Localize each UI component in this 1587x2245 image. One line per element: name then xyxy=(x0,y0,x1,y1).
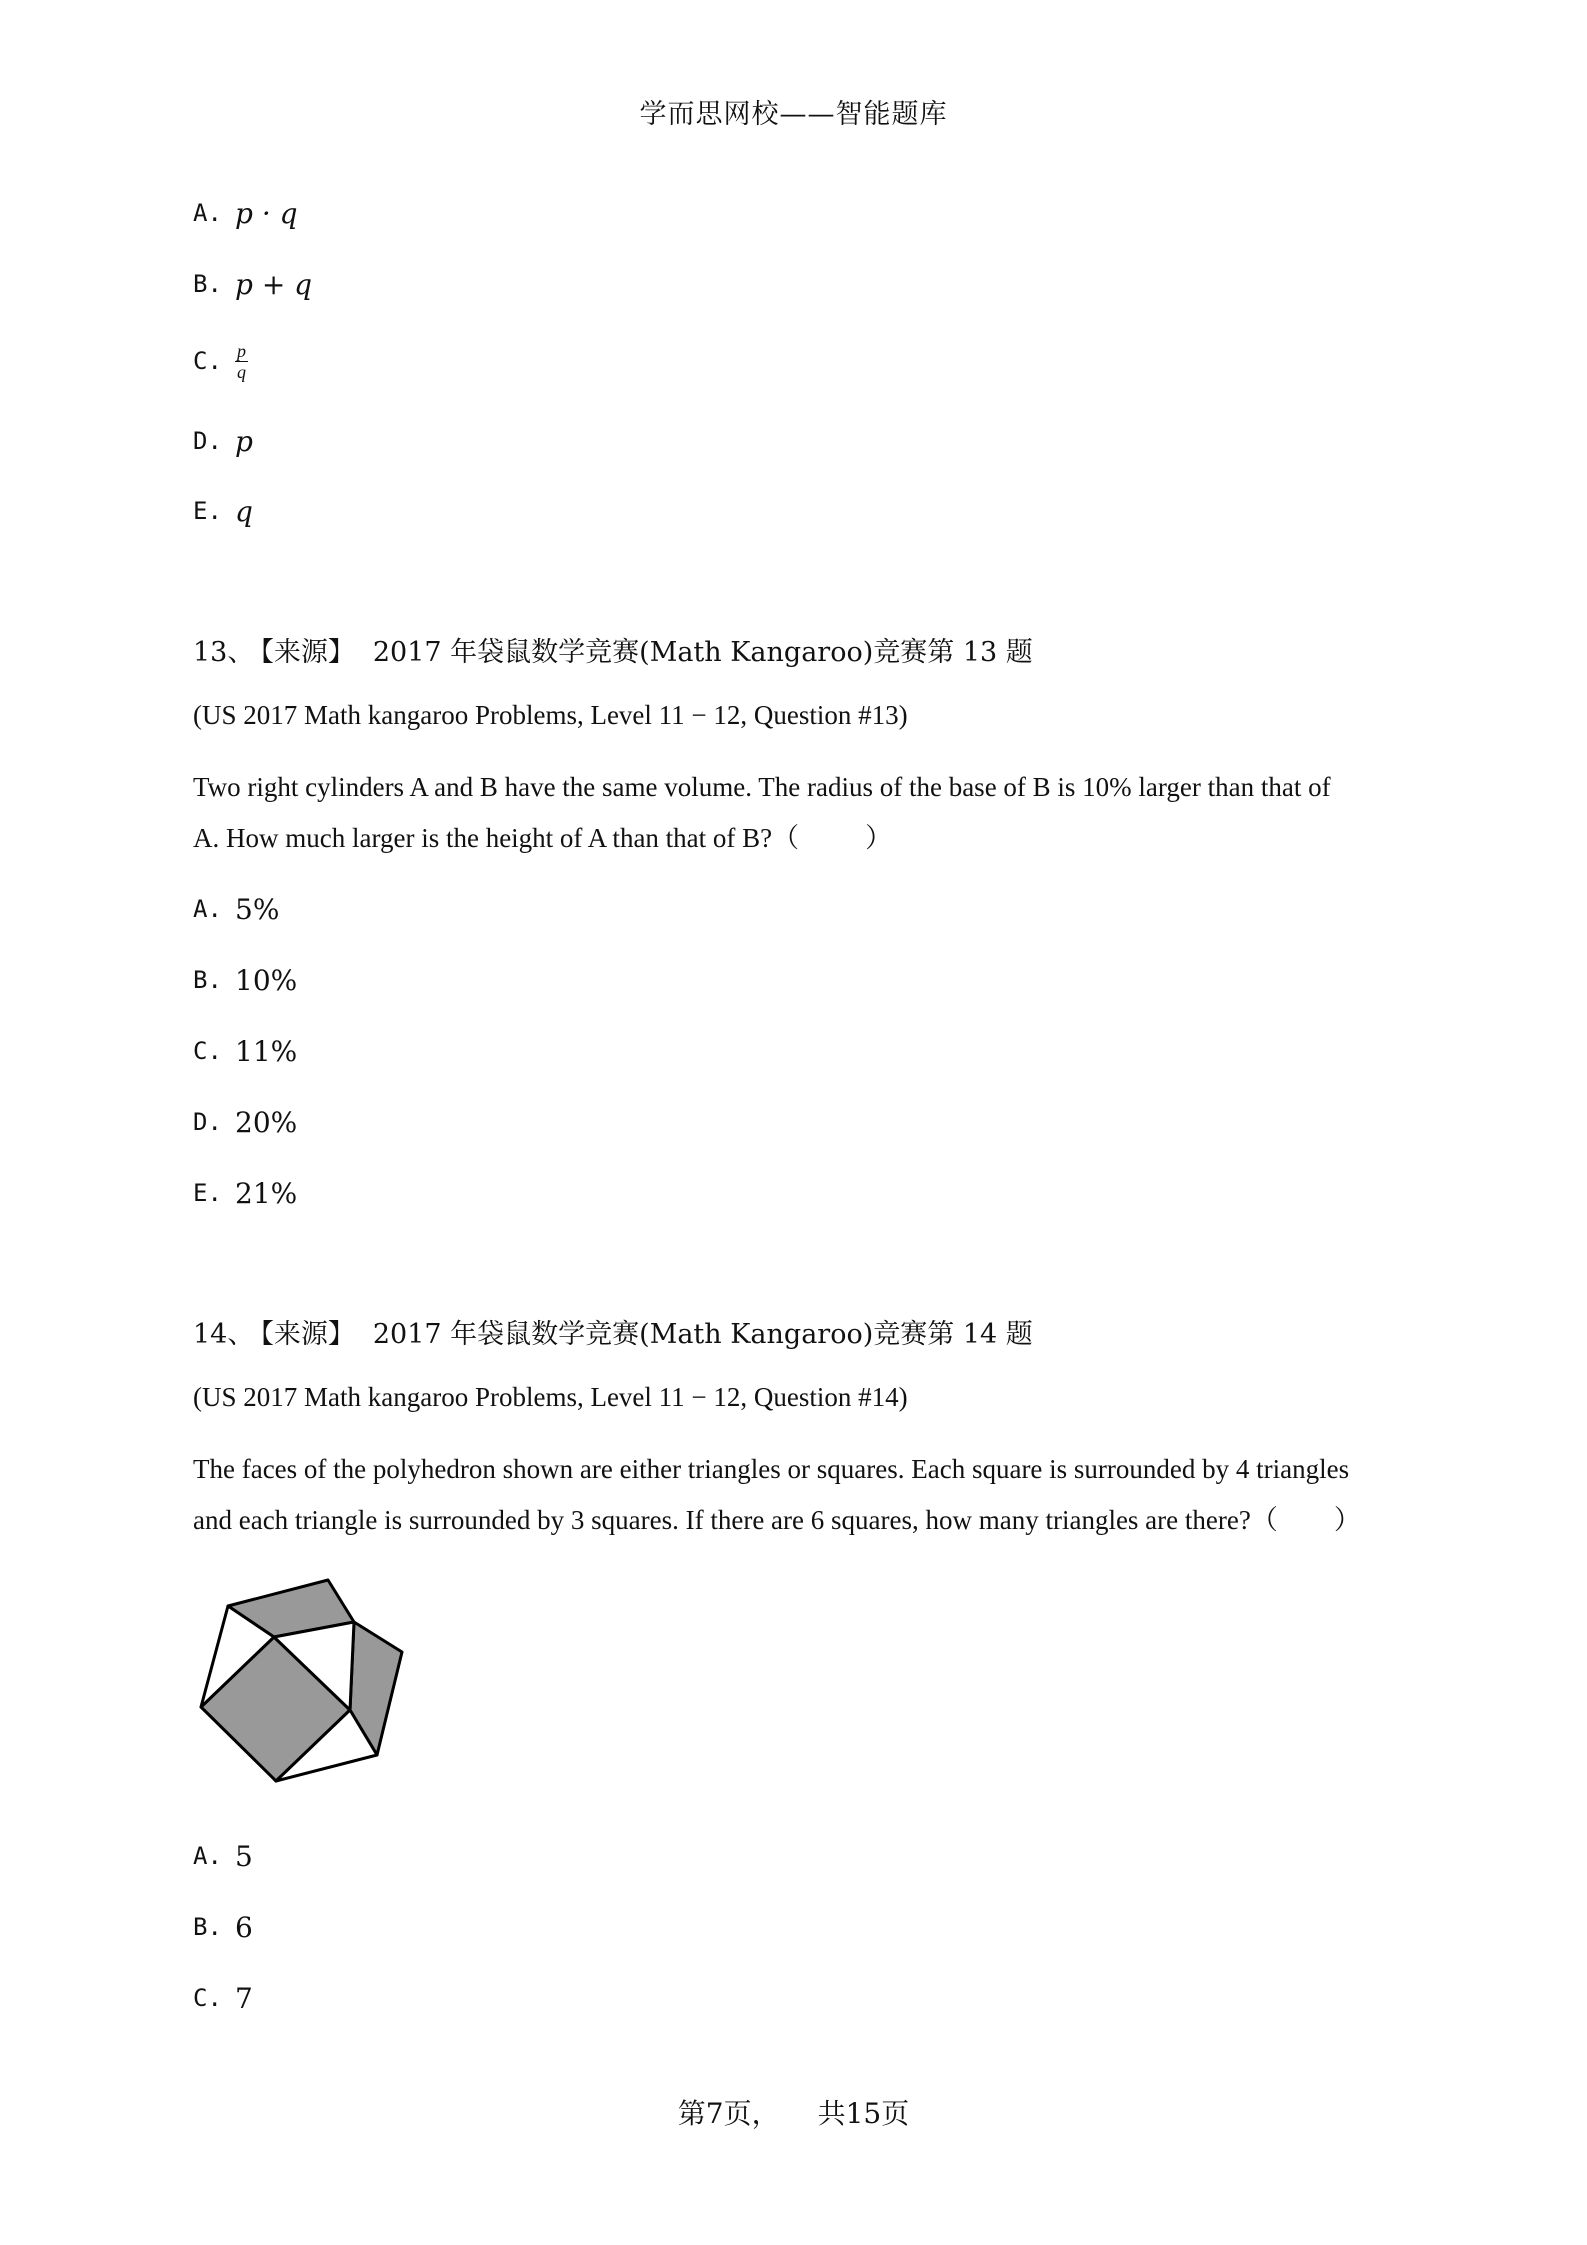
q14-body xyxy=(193,1444,1408,1546)
option-letter: A. xyxy=(193,1842,222,1870)
option-letter: D. xyxy=(193,427,222,455)
option-letter: B. xyxy=(193,1913,222,1941)
option-value: p xyxy=(235,424,253,458)
q14-heading xyxy=(193,1312,1033,1351)
answer-paren-close: ） xyxy=(1333,1505,1361,1535)
option-value: 11% xyxy=(235,1034,298,1068)
option-value: p · q xyxy=(235,196,298,230)
option-letter: C. xyxy=(193,1984,222,2012)
footer-page-number: 第7页， xyxy=(677,2097,780,2130)
q14-option-b[interactable] xyxy=(193,1907,253,1947)
option-letter: E. xyxy=(193,497,222,525)
page-header: 学而思网校——智能题库 xyxy=(639,99,948,130)
option-letter: E. xyxy=(193,1179,222,1207)
q12-option-e[interactable] xyxy=(193,491,253,531)
q14-body-line-1: The faces of the polyhedron shown are either triangles or squares. Each square is surrounded by 4 triangles xyxy=(193,1454,1350,1484)
fraction-denominator: q xyxy=(237,361,246,382)
option-letter: A. xyxy=(193,895,222,923)
option-value: 5% xyxy=(235,892,280,926)
q13-heading xyxy=(193,630,1033,669)
answer-paren-close: ） xyxy=(865,823,893,853)
q14-reference: (US 2017 Math kangaroo Problems, Level 11 − 12, Question #14) xyxy=(193,1382,908,1412)
q13-body xyxy=(193,762,1408,864)
fraction-numerator: p xyxy=(237,340,246,361)
q13-option-d[interactable] xyxy=(193,1102,297,1142)
q13-reference: (US 2017 Math kangaroo Problems, Level 11 − 12, Question #13) xyxy=(193,700,908,730)
option-letter: A. xyxy=(193,199,222,227)
q14-body-line-2 xyxy=(193,1495,1408,1546)
question-number: 13、 xyxy=(193,637,255,668)
q13-option-e[interactable] xyxy=(193,1173,297,1213)
page-footer xyxy=(0,2092,1587,2132)
question-number: 14、 xyxy=(193,1319,255,1350)
option-letter: B. xyxy=(193,270,222,298)
option-letter: C. xyxy=(193,347,222,375)
option-value: 10% xyxy=(235,963,298,997)
option-value: p + q xyxy=(235,267,313,301)
q12-option-a[interactable] xyxy=(193,193,298,233)
q13-option-a[interactable] xyxy=(193,889,279,929)
q13-body-line-2 xyxy=(193,813,1408,864)
q12-option-d[interactable] xyxy=(193,421,253,461)
option-value: 20% xyxy=(235,1105,298,1139)
source-label: 【来源】 xyxy=(260,1319,355,1350)
option-value: 21% xyxy=(235,1176,298,1210)
q14-body-line-2-text: and each triangle is surrounded by 3 squares. If there are 6 squares, how many triangles are there?（ xyxy=(193,1505,1278,1535)
q14-option-a[interactable] xyxy=(193,1836,253,1876)
q12-option-c[interactable] xyxy=(193,341,248,381)
q12-option-b[interactable] xyxy=(193,264,312,304)
fraction-p-over-q xyxy=(235,341,248,382)
option-value: 7 xyxy=(235,1981,253,2015)
q13-body-line-1: Two right cylinders A and B have the same volume. The radius of the base of B is 10% larger than that of xyxy=(193,772,1331,802)
q13-option-c[interactable] xyxy=(193,1031,297,1071)
q13-body-line-2-text: A. How much larger is the height of A than that of B?（ xyxy=(193,823,800,853)
option-value: q xyxy=(235,494,253,528)
q13-option-b[interactable] xyxy=(193,960,297,1000)
source-text: 2017 年袋鼠数学竞赛(Math Kangaroo)竞赛第 13 题 xyxy=(372,637,1033,668)
q14-option-c[interactable] xyxy=(193,1978,253,2018)
source-label: 【来源】 xyxy=(260,637,355,668)
footer-total-pages: 共15页 xyxy=(817,2097,910,2130)
option-value: 5 xyxy=(235,1839,253,1873)
polyhedron-figure xyxy=(190,1563,415,1798)
option-letter: C. xyxy=(193,1037,222,1065)
polyhedron-svg xyxy=(190,1563,415,1793)
source-text: 2017 年袋鼠数学竞赛(Math Kangaroo)竞赛第 14 题 xyxy=(372,1319,1033,1350)
option-value: 6 xyxy=(235,1910,253,1944)
option-letter: B. xyxy=(193,966,222,994)
option-letter: D. xyxy=(193,1108,222,1136)
